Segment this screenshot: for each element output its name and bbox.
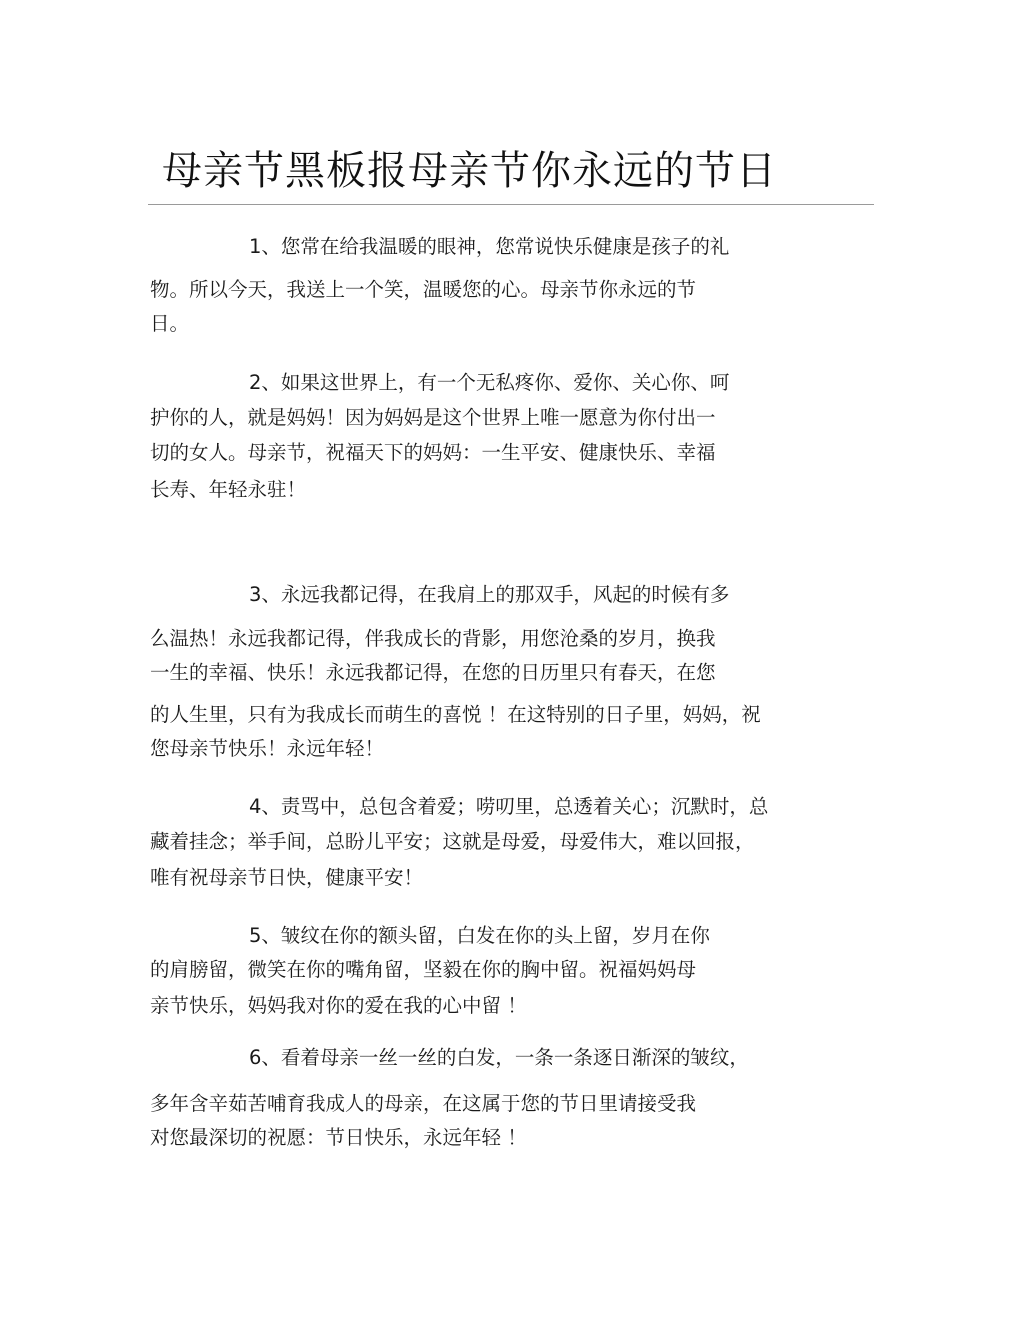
paragraph-6-line-1: 6、看着母亲一丝一丝的白发，一条一条逐日渐深的皱纹，	[249, 1046, 749, 1069]
paragraph-3-line-1: 3、永远我都记得，在我肩上的那双手，风起的时候有多	[249, 583, 730, 606]
paragraph-1-line-3: 日。	[150, 312, 190, 335]
paragraph-4-line-2: 藏着挂念；举手间，总盼儿平安；这就是母爱，母爱伟大，难以回报，	[150, 830, 755, 853]
paragraph-6-line-3: 对您最深切的祝愿：节日快乐，永远年轻 ！	[150, 1126, 527, 1149]
paragraph-6-line-2: 多年含辛茹苦哺育我成人的母亲，在这属于您的节日里请接受我	[150, 1092, 697, 1115]
paragraph-2-line-1: 2、如果这世界上，有一个无私疼你、爱你、关心你、呵	[249, 371, 730, 394]
paragraph-3-line-5: 您母亲节快乐！永远年轻！	[150, 737, 385, 760]
document-title: 母亲节黑板报母亲节你永远的节日	[162, 148, 777, 194]
title-divider	[148, 204, 874, 205]
paragraph-1-line-1: 1、您常在给我温暖的眼神，您常说快乐健康是孩子的礼	[249, 235, 730, 258]
paragraph-4-line-1: 4、责骂中，总包含着爱；唠叨里，总透着关心；沉默时，总	[249, 795, 769, 818]
paragraph-3-line-2: 么温热！永远我都记得，伴我成长的背影，用您沧桑的岁月，换我	[150, 627, 716, 650]
paragraph-2-line-4: 长寿、年轻永驻！	[150, 478, 307, 501]
paragraph-5-line-1: 5、皱纹在你的额头留，白发在你的头上留，岁月在你	[249, 924, 710, 947]
paragraph-2-line-3: 切的女人。母亲节，祝福天下的妈妈：一生平安、健康快乐、幸福	[150, 441, 716, 464]
paragraph-2-line-2: 护你的人，就是妈妈！因为妈妈是这个世界上唯一愿意为你付出一	[150, 406, 716, 429]
paragraph-3-line-4: 的人生里，只有为我成长而萌生的喜悦 ！在这特别的日子里，妈妈，祝	[150, 703, 761, 726]
paragraph-5-line-2: 的肩膀留，微笑在你的嘴角留，坚毅在你的胸中留。祝福妈妈母	[150, 958, 697, 981]
paragraph-5-line-3: 亲节快乐，妈妈我对你的爱在我的心中留 ！	[150, 994, 527, 1017]
paragraph-1-line-2: 物。所以今天，我送上一个笑，温暖您的心。母亲节你永远的节	[150, 278, 697, 301]
paragraph-4-line-3: 唯有祝母亲节日快，健康平安！	[150, 866, 424, 889]
paragraph-3-line-3: 一生的幸福、快乐！永远我都记得，在您的日历里只有春天，在您	[150, 661, 716, 684]
